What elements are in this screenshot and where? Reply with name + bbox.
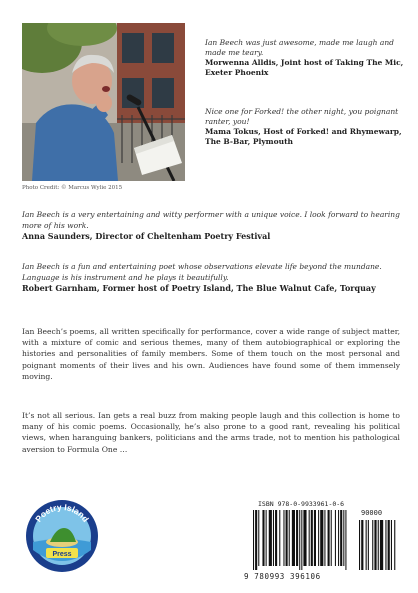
barcode-digits: 9 780993 396106 bbox=[244, 572, 321, 581]
barcode-addon-bar bbox=[361, 520, 363, 570]
barcode-bar bbox=[318, 510, 319, 566]
barcode bbox=[247, 508, 403, 572]
barcode-addon-bar bbox=[391, 520, 392, 570]
barcode-bar bbox=[345, 510, 346, 570]
quote-author: Anna Saunders, Director of Cheltenham Poetry Festival bbox=[22, 231, 271, 241]
barcode-price-code: 90000 bbox=[361, 509, 383, 517]
barcode-bar bbox=[266, 510, 267, 566]
barcode-addon-bar bbox=[374, 520, 376, 570]
barcode-bar bbox=[255, 510, 257, 570]
barcode-addon-bar bbox=[385, 520, 386, 570]
barcode-addon-bar bbox=[372, 520, 373, 570]
barcode-addon-bar bbox=[366, 520, 367, 570]
barcode-bar bbox=[314, 510, 316, 566]
barcode-bar bbox=[299, 510, 300, 570]
body-paragraph-2: It’s not all serious. Ian gets a real buzz from making people laugh and this collection is home to many of his comic poems. Occasionally, he’s also prone to a good rant, revealing his political views, when haranguing bankers, politicians and the arms trade, not to mention his pathological aversion to Formula One … bbox=[22, 411, 400, 454]
barcode-bar bbox=[286, 510, 288, 566]
barcode-addon-bar bbox=[368, 520, 369, 570]
barcode-addon-bar bbox=[378, 520, 379, 570]
barcode-bar bbox=[331, 510, 332, 566]
photo-credit: Photo Credit: © Marcus Wylie 2015 bbox=[22, 185, 123, 191]
barcode-bar bbox=[258, 510, 259, 566]
isbn-label: ISBN 978-0-9933961-0-6 bbox=[258, 500, 345, 508]
barcode-bar bbox=[289, 510, 290, 566]
barcode-bar bbox=[253, 510, 254, 570]
barcode-bar bbox=[269, 510, 272, 566]
quote-text: Ian Beech was just awesome, made me laugh and made me teary. bbox=[205, 38, 394, 57]
quote-author: Robert Garnham, Former host of Poetry Island, The Blue Walnut Cafe, Torquay bbox=[22, 283, 376, 293]
quote-anna-saunders bbox=[22, 210, 400, 242]
barcode-bar bbox=[273, 510, 274, 566]
quote-author: Morwenna Alldis, Joint host of Taking The Mic, Exeter Phoenix bbox=[205, 58, 404, 77]
barcode-bar bbox=[320, 510, 323, 566]
logo-line1: Poetry Island bbox=[33, 501, 91, 524]
author-photo bbox=[22, 23, 185, 181]
publisher-logo bbox=[24, 498, 100, 574]
barcode-bar bbox=[279, 510, 280, 566]
barcode-bar bbox=[301, 510, 302, 570]
quote-morwenna bbox=[205, 38, 405, 78]
barcode-bar bbox=[292, 510, 295, 566]
barcode-bar bbox=[262, 510, 264, 566]
quote-robert-garnham bbox=[22, 262, 400, 294]
barcode-bar bbox=[340, 510, 342, 566]
logo-line2: Press bbox=[52, 551, 72, 558]
barcode-bar bbox=[343, 510, 344, 566]
barcode-bar bbox=[338, 510, 339, 566]
barcode-bar bbox=[296, 510, 298, 566]
barcode-bar bbox=[324, 510, 325, 566]
quote-mama-tokus bbox=[205, 107, 405, 147]
barcode-bar bbox=[309, 510, 310, 566]
barcode-addon-bar bbox=[359, 520, 360, 570]
barcode-bar bbox=[275, 510, 277, 566]
author-photo-image bbox=[22, 23, 185, 181]
barcode-addon-bar bbox=[388, 520, 390, 570]
barcode-addon-bar bbox=[380, 520, 383, 570]
quote-author: Mama Tokus, Host of Forked! and Rhymewarp, The B-Bar, Plymouth bbox=[205, 127, 402, 146]
barcode-bar bbox=[335, 510, 336, 566]
barcode-bar bbox=[311, 510, 313, 566]
quote-text: Nice one for Forked! the other night, you poignant ranter, you! bbox=[205, 107, 399, 126]
body-paragraph-1: Ian Beech’s poems, all written specifically for performance, cover a wide range of subject matter, with a mixture of comic and serious themes, many of them autobiographical or exploring the histories and personalities of family members. Some of them touch on the most personal and poignant moments of their lives and his own. Audiences have found some of them immensely moving. bbox=[22, 327, 400, 381]
barcode-bar bbox=[303, 510, 306, 566]
quote-text: Ian Beech is a fun and entertaining poet whose observations elevate life beyond the mundane. Language is his instrument and he plays it beautifully. bbox=[22, 262, 382, 282]
barcode-bar bbox=[328, 510, 330, 566]
quote-text: Ian Beech is a very entertaining and witty performer with a unique voice. I look forward to hearing more of his work. bbox=[22, 210, 400, 230]
barcode-addon-bar bbox=[394, 520, 395, 570]
barcode-bar bbox=[283, 510, 284, 566]
